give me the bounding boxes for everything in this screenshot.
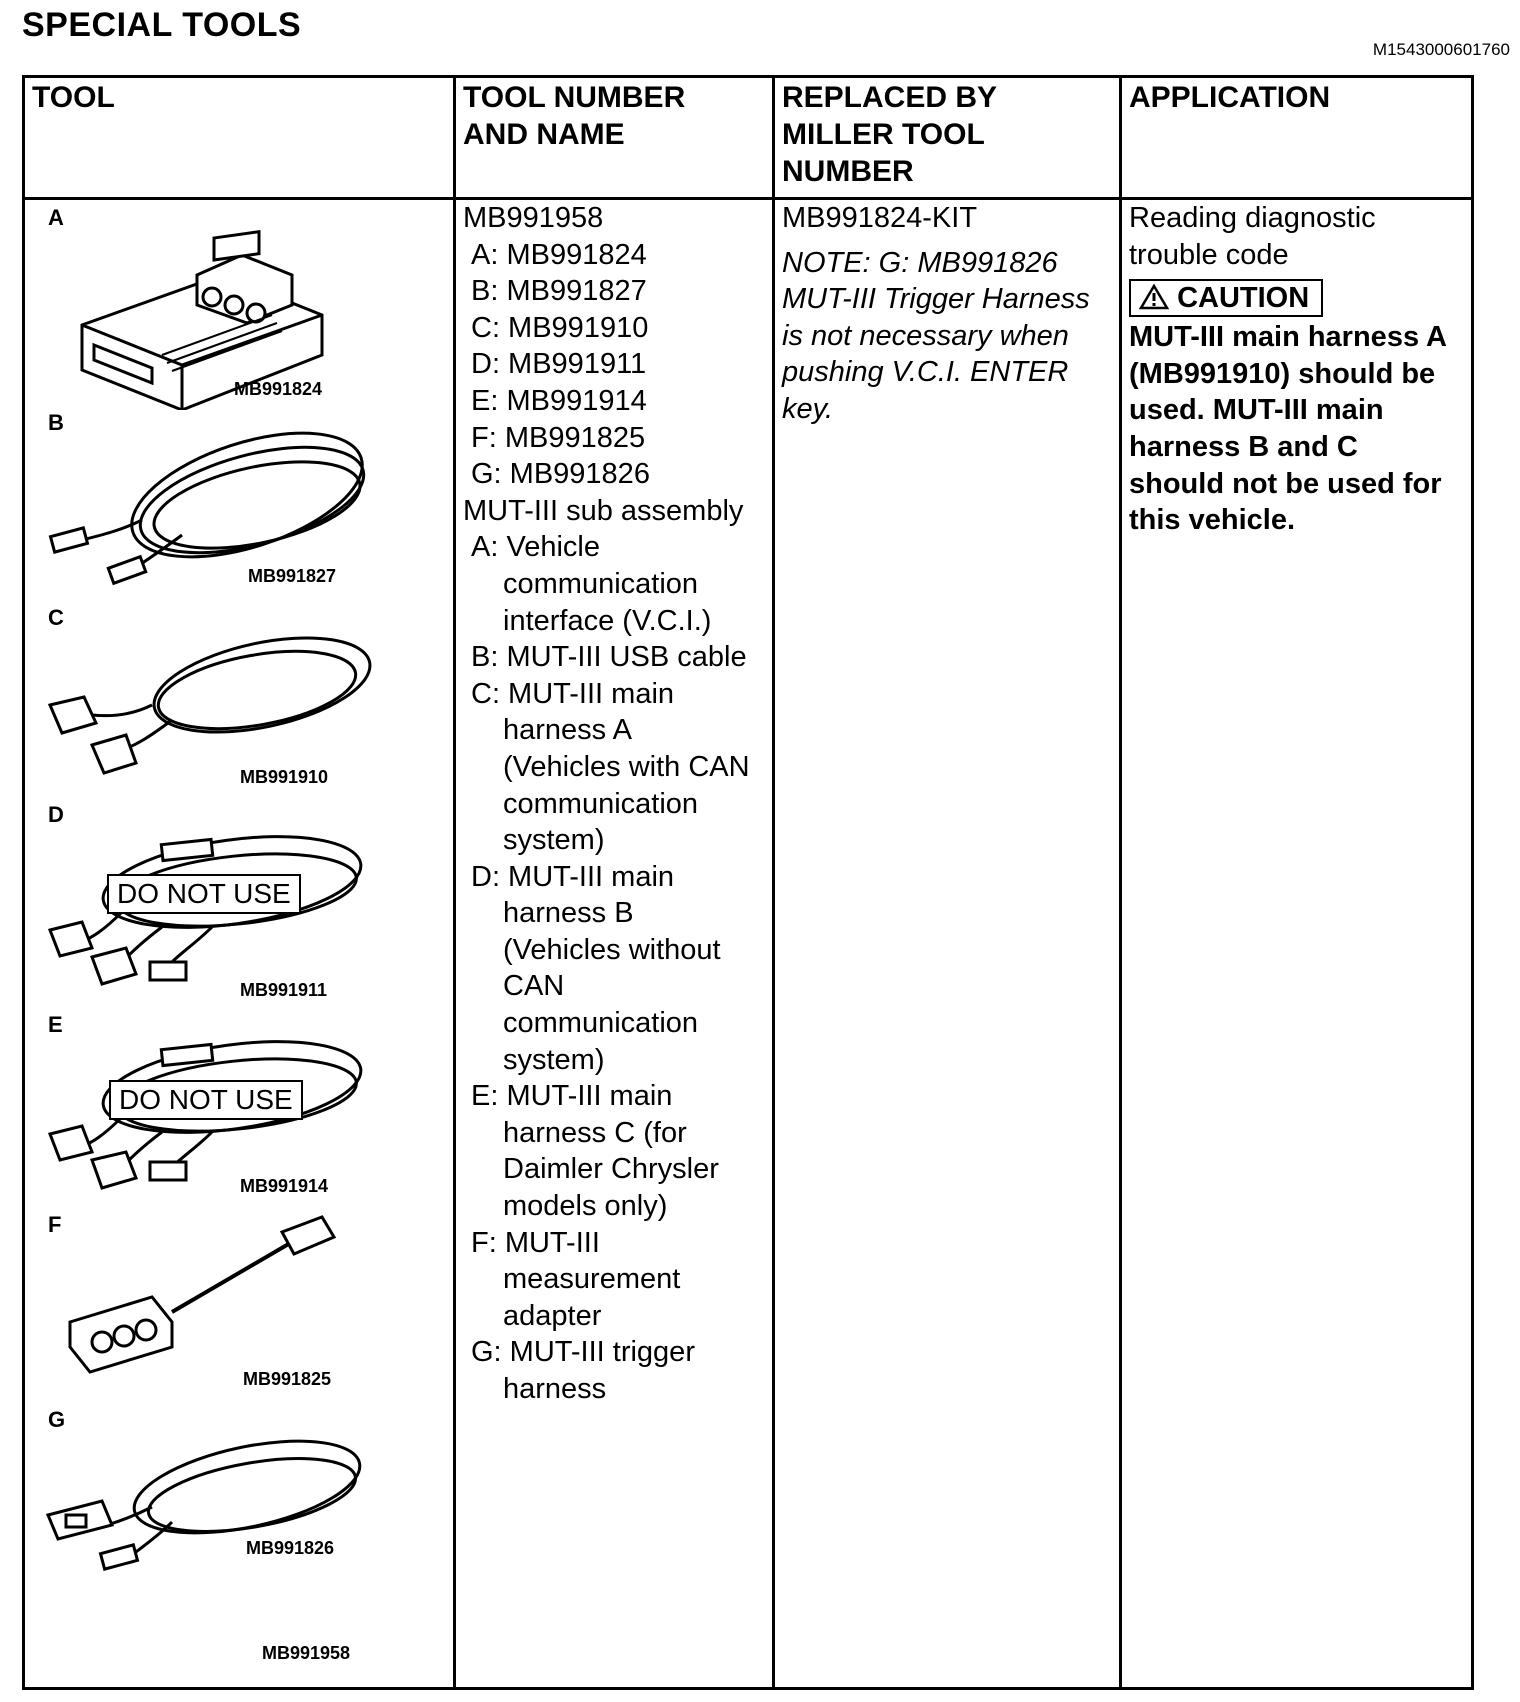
column-divider-1 (453, 75, 456, 1690)
caution-line: used. MUT-III main (1129, 394, 1384, 427)
tool-number-line: harness A (503, 714, 632, 747)
application-cell (1129, 200, 1469, 539)
tool-number-line: communication (503, 787, 699, 820)
tool-figure-b: B MB991827 (22, 410, 452, 605)
tool-number-line: D: MB991911 (471, 348, 647, 381)
tool-figure-c: C MB991910 (22, 605, 452, 802)
tool-number-line: F: MUT-III (471, 1226, 600, 1259)
caution-label: CAUTION (1177, 282, 1310, 315)
warning-triangle-icon (1139, 284, 1169, 310)
tool-figure-e: E DO NOT USE MB991914 (22, 1012, 452, 1212)
table-border-bottom (22, 1687, 1474, 1690)
miller-tool-number: MB991824-KIT (782, 202, 978, 234)
tool-number-line: (Vehicles without (503, 933, 721, 966)
tool-number-line: interface (V.C.I.) (503, 604, 712, 637)
tool-number-line: D: MUT-III main (471, 860, 675, 893)
tool-number-line: A: MB991824 (471, 238, 647, 271)
note-line: pushing V.C.I. ENTER (782, 356, 1069, 389)
tool-number-line: communication (503, 1007, 699, 1040)
header-tool: TOOL (32, 81, 115, 114)
usb-cable-icon (22, 410, 452, 605)
header-tool-number: TOOL NUMBER AND NAME (463, 81, 686, 151)
tool-number-line: B: MUT-III USB cable (471, 641, 747, 674)
tool-number-line: C: MB991910 (471, 311, 649, 344)
tool-number-line: harness C (for (503, 1116, 687, 1149)
tool-number-line: C: MUT-III main (471, 677, 675, 710)
special-tools-table (22, 75, 1474, 1690)
table-border-top (22, 75, 1474, 78)
tool-number-line: Daimler Chrysler (503, 1153, 719, 1186)
tool-number-line: CAN (503, 970, 565, 1003)
header-replaced-by: REPLACED BY MILLER TOOL NUMBER (782, 81, 998, 188)
kit-number-label: MB991958 (262, 1643, 351, 1663)
caution-line: should not be used for (1129, 467, 1442, 500)
note-line: NOTE: G: MB991826 (782, 246, 1058, 279)
tool-number-line: MUT-III sub assembly (463, 494, 744, 527)
table-border-right (1471, 75, 1474, 1690)
tool-number-line: E: MUT-III main (471, 1080, 673, 1113)
application-line: trouble code (1129, 238, 1289, 271)
caution-line: this vehicle. (1129, 504, 1296, 537)
tool-number-line: (Vehicles with CAN (503, 750, 750, 783)
tool-number-line: communication (503, 567, 699, 600)
tool-figure-g: G MB991826 (22, 1407, 452, 1607)
tool-figure-d: D DO NOT USE MB991911 (22, 802, 452, 1012)
caution-text (1129, 319, 1469, 539)
tool-number-line: E: MB991914 (471, 384, 647, 417)
note-line: is not necessary when (782, 319, 1069, 352)
tool-number-line: F: MB991825 (471, 421, 646, 454)
tool-number-line: G: MUT-III trigger (471, 1336, 695, 1369)
tool-number-line: system) (503, 1043, 605, 1076)
tool-number-line: MB991958 (463, 202, 604, 234)
note-line: key. (782, 392, 834, 425)
tool-number-line: adapter (503, 1299, 602, 1332)
application-text (1129, 200, 1469, 273)
header-application: APPLICATION (1129, 81, 1331, 114)
tool-number-line: B: MB991827 (471, 275, 647, 308)
tool-number-line: G: MB991826 (471, 458, 650, 491)
measurement-adapter-icon (22, 1212, 452, 1407)
application-line: Reading diagnostic (1129, 202, 1376, 234)
do-not-use-label: DO NOT USE (109, 1080, 303, 1120)
tool-number-line: system) (503, 824, 605, 857)
do-not-use-label: DO NOT USE (107, 874, 301, 914)
tool-number-line: measurement (503, 1263, 681, 1296)
caution-line: (MB991910) should be (1129, 357, 1436, 390)
tool-figure-f: F MB991825 (22, 1212, 452, 1407)
column-divider-3 (1119, 75, 1122, 1690)
tool-number-line: harness (503, 1373, 607, 1405)
caution-line: harness B and C (1129, 430, 1358, 463)
caution-line: MUT-III main harness A (1129, 321, 1447, 354)
tool-number-line: harness B (503, 897, 634, 930)
tool-figure-a: A MB991824 (22, 205, 452, 410)
document-title: SPECIAL TOOLS (22, 6, 302, 44)
document-id: M1543000601760 (1372, 40, 1510, 59)
note-line: MUT-III Trigger Harness (782, 283, 1090, 316)
column-divider-2 (772, 75, 775, 1690)
replacement-note (782, 245, 1117, 428)
tool-number-list (463, 200, 768, 1408)
tool-number-line: A: Vehicle (471, 531, 600, 564)
tool-number-line: models only) (503, 1190, 668, 1223)
main-harness-a-icon (22, 605, 452, 802)
trigger-harness-icon (22, 1407, 452, 1607)
caution-badge (1129, 279, 1323, 317)
replaced-by-cell (782, 200, 1117, 428)
